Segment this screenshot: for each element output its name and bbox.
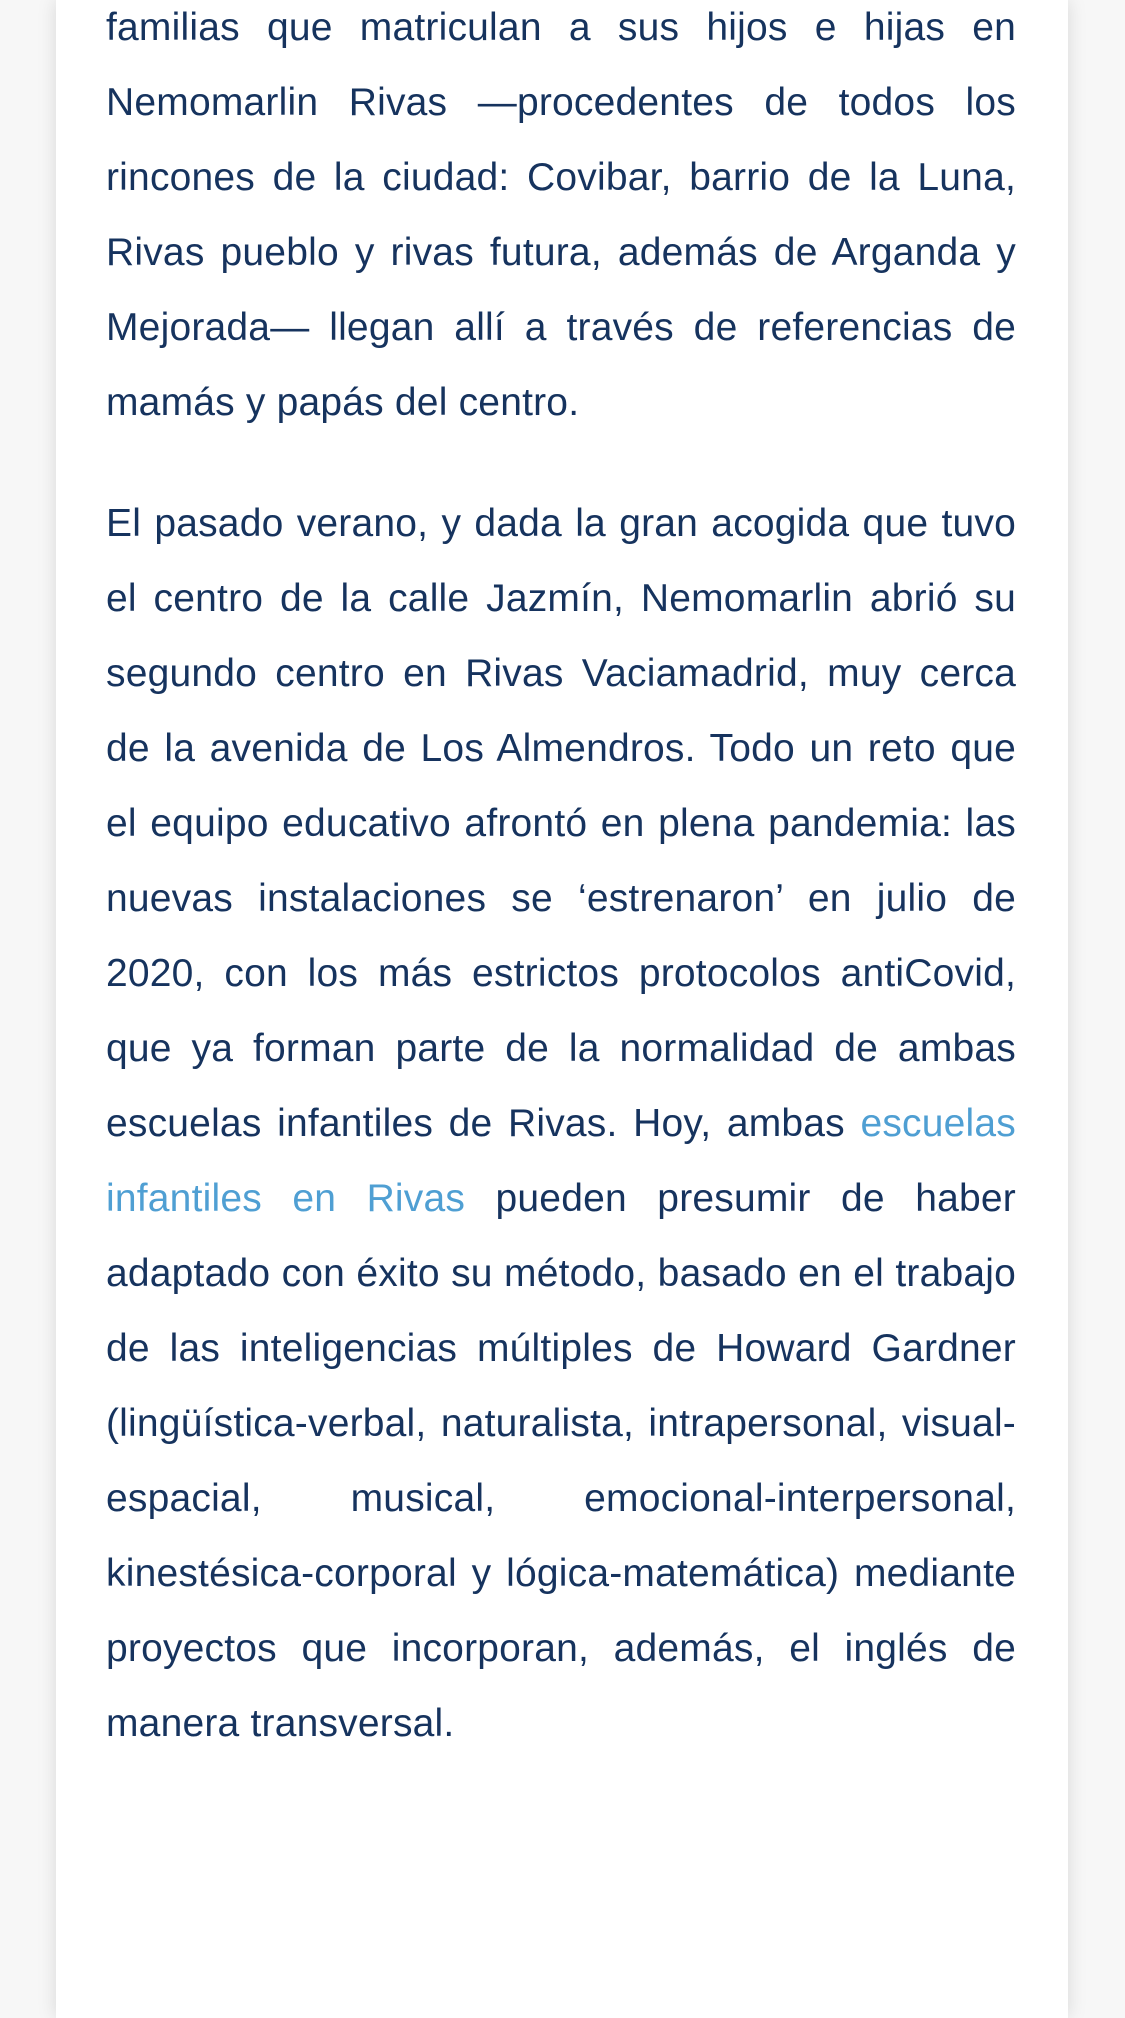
paragraph-2-text-after-link: pueden presumir de haber adaptado con éxito su método, basado en el trabajo de las inteligencias múltiples de Howard Gardner (lingüística-verbal, naturalista, intrapersonal, visual-espacial, musical, emocional-interpersonal, kinestésica-corporal y lógica-matemática) mediante proyectos que incorporan, además, el inglés de manera transversal. [106, 1177, 1016, 1745]
paragraph-1-text: familias que matriculan a sus hijos e hijas en Nemomarlin Rivas —procedentes de todos los rincones de la ciudad: Covibar, barrio de la Luna, Rivas pueblo y rivas futura, además de Arganda y Mejorada— llegan allí a través de referencias de mamás y papás del centro. [106, 6, 1016, 424]
article-card [56, 0, 1068, 2018]
escuelas-infantiles-link[interactable]: escuelas infantiles en Rivas [106, 1102, 1016, 1220]
article-paragraph-2 [106, 486, 1016, 1761]
paragraph-2-text-before-link: El pasado verano, y dada la gran acogida que tuvo el centro de la calle Jazmín, Nemomarlin abrió su segundo centro en Rivas Vaciamadrid, muy cerca de la avenida de Los Almendros. Todo un reto que el equipo educativo afrontó en plena pandemia: las nuevas instalaciones se ‘estrenaron’ en julio de 2020, con los más estrictos protocolos antiCovid, que ya forman parte de la normalidad de ambas escuelas infantiles de Rivas. Hoy, ambas [106, 502, 1016, 1145]
article-paragraph-1 [106, 0, 1016, 440]
